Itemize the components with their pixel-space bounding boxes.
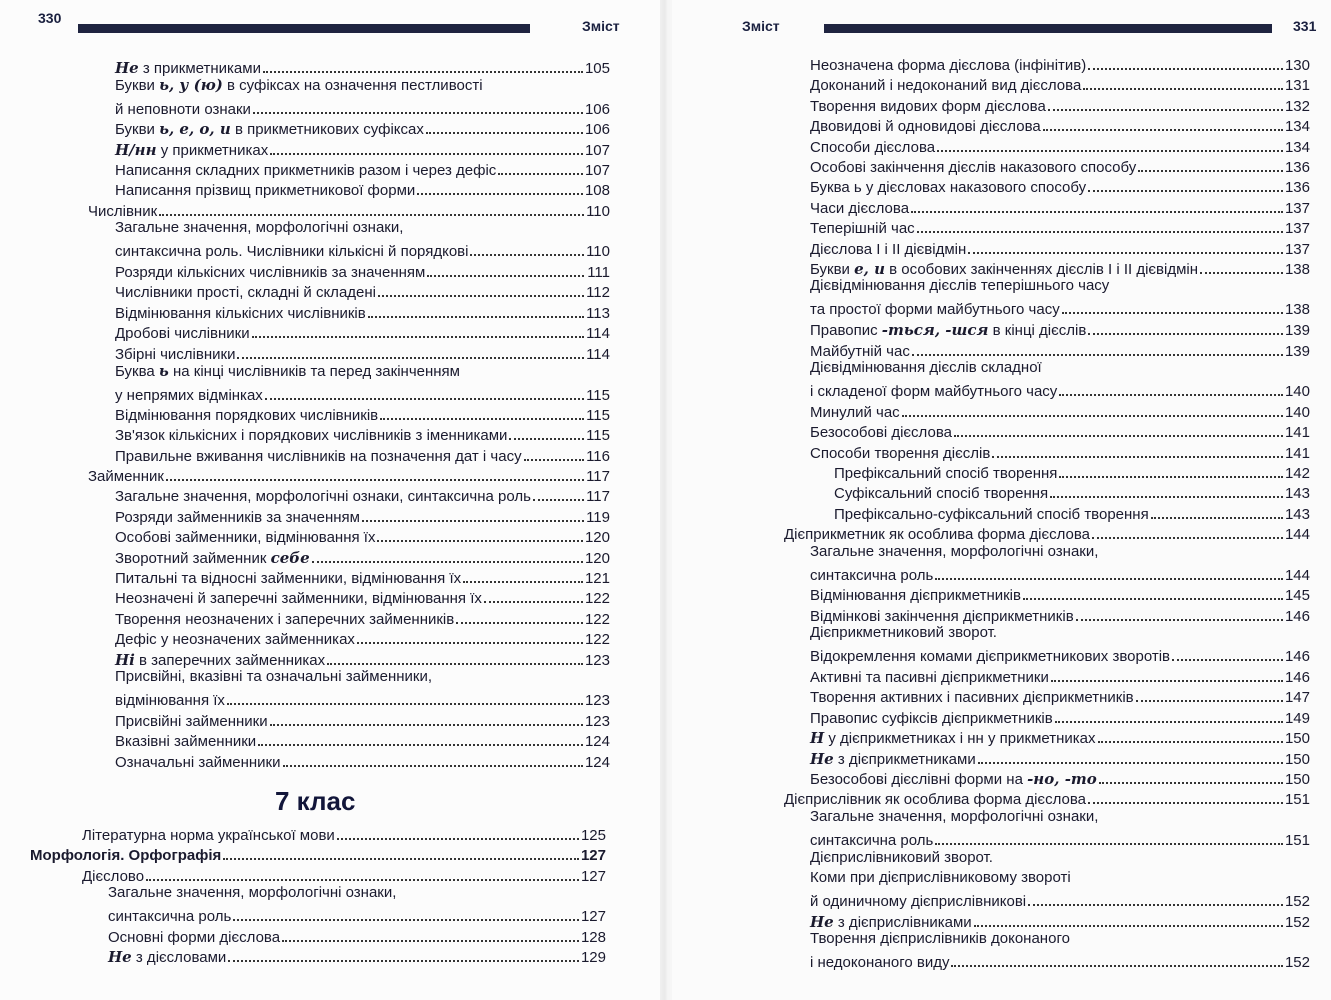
entry-text: в прикметникових суфіксах	[234, 121, 424, 139]
page-ref: 150	[1284, 730, 1310, 748]
dot-leader	[337, 822, 579, 840]
entry-text: Вказівні займенники	[115, 733, 257, 751]
entry-emphasis: Н	[810, 729, 825, 748]
page-ref: 111	[587, 264, 610, 281]
page-ref: 117	[586, 488, 610, 506]
entry-text: Літературна норма української мови	[82, 827, 335, 844]
page-ref: 143	[1284, 505, 1310, 523]
entry-text: Загальне значення, морфологічні ознаки,	[810, 542, 1099, 560]
dot-leader	[166, 463, 584, 481]
toc-entry	[810, 358, 1310, 402]
entry-text: в кінці дієслів	[992, 322, 1087, 340]
page-ref: 105	[584, 60, 610, 77]
dot-leader	[1028, 888, 1283, 906]
entry-emphasis: Ні	[115, 650, 135, 669]
entry-text: Присвійні, вказівні та означальні займенники,	[115, 668, 433, 685]
entry-text: Написання прізвищ прикметникової форми	[115, 182, 416, 200]
dot-leader	[978, 746, 1283, 764]
page-ref: 125	[580, 827, 606, 844]
entry-prefix: Букви	[115, 77, 160, 95]
dot-leader	[1043, 113, 1283, 131]
toc-entry	[115, 749, 610, 773]
entry-text: Написання складних прикметників разом і через дефіс	[115, 162, 497, 179]
entry-text: Неозначені й заперечні займенники, відмінювання їх	[115, 590, 482, 608]
entry-text: Префіксальний спосіб творення	[834, 465, 1058, 482]
entry-text: з дієсловами	[135, 949, 227, 967]
dot-leader	[377, 524, 583, 542]
page-ref: 131	[1284, 77, 1310, 95]
page-ref: 152	[1284, 913, 1310, 931]
dot-leader	[1138, 154, 1283, 172]
dot-leader	[1076, 603, 1283, 621]
dot-leader	[456, 606, 583, 624]
toc-entry	[810, 929, 1310, 973]
entry-text: у прикметниках	[160, 141, 269, 159]
entry-text: Майбутній час	[810, 342, 910, 360]
entry-emphasis: Не	[810, 749, 834, 768]
dot-leader	[498, 157, 583, 175]
dot-leader	[223, 842, 579, 860]
dot-leader	[426, 116, 583, 134]
toc-list	[672, 0, 1331, 1000]
entry-prefix: Зворотний займенник	[115, 549, 271, 567]
page-ref: 128	[580, 929, 606, 946]
page-ref: 142	[1284, 465, 1310, 482]
page-ref: 116	[586, 447, 610, 465]
entry-text: Загальне значення, морфологічні ознаки,	[115, 219, 404, 237]
entry-text: Минулий час	[810, 403, 900, 421]
page-ref: 136	[1284, 179, 1310, 197]
entry-text: і складеної форм майбутнього часу	[810, 383, 1058, 400]
dot-leader	[283, 749, 583, 767]
page-ref: 121	[584, 570, 610, 587]
entry-text: Відокремлення комами дієприкметникових зворотів	[810, 648, 1170, 666]
toc-entry	[108, 944, 606, 968]
entry-emphasis: ь, у (ю)	[159, 76, 223, 95]
entry-text: Збірні числівники	[115, 345, 236, 363]
dot-leader	[312, 545, 583, 563]
toc-entry	[810, 542, 1310, 586]
header-title: Зміст	[742, 18, 780, 34]
entry-text: Дієприкметниковий зворот.	[810, 624, 997, 642]
dot-leader	[1048, 93, 1283, 111]
entry-text: Дієслово	[82, 867, 145, 885]
page-ref: 127	[580, 908, 606, 926]
page-ref: 139	[1284, 322, 1310, 340]
page-ref: 120	[584, 549, 610, 567]
entry-text: Дієприслівниковий зворот.	[810, 848, 993, 866]
header-title: Зміст	[582, 18, 620, 34]
dot-leader	[270, 708, 583, 726]
dot-leader	[1099, 766, 1283, 784]
dot-leader	[509, 422, 584, 440]
page-ref: 108	[584, 182, 610, 200]
dot-leader	[1092, 521, 1283, 539]
entry-text: Дефіс у неозначених займенниках	[115, 631, 355, 649]
page-ref: 141	[1284, 424, 1310, 442]
dot-leader	[1136, 684, 1283, 702]
dot-leader	[368, 300, 584, 318]
dot-leader	[258, 728, 583, 746]
page-ref: 120	[584, 529, 610, 547]
entry-emphasis: е, и	[854, 260, 885, 278]
dot-leader	[911, 195, 1283, 213]
dot-leader	[159, 198, 584, 216]
page-ref: 113	[586, 304, 610, 322]
entry-prefix: Букви	[115, 121, 160, 139]
entry-text: Теперішній час	[810, 220, 915, 238]
page-ref: 110	[586, 202, 610, 220]
entry-text: з прикметниками	[142, 60, 261, 77]
left-page	[0, 0, 660, 1000]
dot-leader	[233, 903, 579, 921]
entry-text: Творення неозначених і заперечних займенників	[115, 610, 455, 628]
entry-text: Часи дієслова	[810, 199, 910, 217]
page-ref: 151	[1284, 791, 1310, 809]
dot-leader	[1051, 664, 1283, 682]
entry-text: Відмінювання кількісних числівників	[115, 304, 366, 322]
entry-text: Дробові числівники	[115, 325, 250, 343]
page-ref: 139	[1284, 342, 1310, 360]
dot-leader	[362, 504, 584, 522]
entry-text: Відмінювання дієприкметників	[810, 587, 1021, 605]
entry-text: Питальні та відносні займенники, відмінювання їх	[115, 570, 462, 587]
entry-text: Зв'язок кількісних і порядкових числівників з іменниками	[115, 427, 508, 445]
page-ref: 119	[586, 508, 610, 526]
entry-text: Основні форми дієслова	[108, 929, 281, 946]
dot-leader	[1088, 317, 1283, 335]
page-ref: 151	[1284, 831, 1310, 849]
entry-text: Безособові дієслова	[810, 424, 952, 442]
page-ref: 123	[584, 712, 610, 730]
entry-emphasis: -но, -то	[1027, 770, 1097, 788]
entry-text: й одиничному дієприслівникові	[810, 892, 1027, 910]
entry-text: Дієвідмінювання дієслів теперішнього часу	[810, 277, 1110, 295]
dot-leader	[380, 402, 584, 420]
entry-emphasis: Не	[115, 59, 139, 77]
entry-emphasis: Н/нн	[115, 140, 157, 159]
dot-leader	[263, 55, 583, 73]
dot-leader	[252, 320, 584, 338]
dot-leader	[1151, 501, 1283, 519]
entry-text: на кінці числівників та перед закінченням	[172, 363, 460, 380]
page-ref: 129	[580, 949, 606, 967]
entry-text: Дієприкметник як особлива форма дієслова	[784, 526, 1091, 544]
entry-text: Морфологія. Орфографія	[30, 847, 222, 865]
dot-leader	[974, 909, 1283, 927]
page-ref: 115	[586, 427, 610, 445]
page-ref: 152	[1284, 892, 1310, 910]
toc-entry	[115, 361, 610, 406]
page-ref: 149	[1284, 709, 1310, 727]
dot-leader	[902, 399, 1283, 417]
dot-leader	[1055, 705, 1283, 723]
entry-prefix: Букви	[810, 261, 855, 278]
entry-text: з дієприслівниками	[837, 913, 972, 931]
page-ref: 144	[1284, 566, 1310, 584]
entry-emphasis: -ться, -шся	[881, 321, 989, 340]
entry-text: в суфіксах на означення пестливості	[227, 77, 483, 95]
dot-leader	[912, 338, 1283, 356]
page-ref: 106	[584, 101, 610, 119]
entry-text: Особові закінчення дієслів наказового способу	[810, 159, 1137, 176]
dot-leader	[417, 177, 583, 195]
dot-leader	[265, 382, 584, 400]
page-ref: 136	[1284, 159, 1310, 176]
dot-leader	[1083, 72, 1283, 90]
page-ref: 152	[1284, 954, 1310, 972]
entry-text: Творення видових форм дієслова	[810, 97, 1046, 115]
dot-leader	[954, 419, 1283, 437]
page-ref: 130	[1284, 57, 1310, 74]
dot-leader	[228, 944, 579, 962]
dot-leader	[533, 483, 584, 501]
page-ref: 146	[1284, 669, 1310, 686]
page-ref: 150	[1284, 750, 1310, 768]
page-ref: 122	[584, 590, 610, 608]
entry-text: Дієвідмінювання дієслів складної	[810, 359, 1042, 376]
page-ref: 134	[1284, 138, 1310, 156]
page-ref: 110	[586, 243, 610, 261]
page-ref: 143	[1284, 485, 1310, 503]
dot-leader	[1059, 460, 1283, 478]
entry-text: синтаксична роль	[810, 831, 934, 849]
entry-text: Творення дієприслівників доконаного	[810, 930, 1070, 948]
entry-text: Розряди кількісних числівників за значенням	[115, 264, 426, 281]
dot-leader	[937, 134, 1283, 152]
entry-text: Правопис суфіксів дієприкметників	[810, 709, 1053, 727]
page-ref: 140	[1284, 403, 1310, 421]
page-number: 330	[38, 10, 62, 26]
dot-leader	[935, 562, 1283, 580]
entry-text: Активні та пасивні дієприкметники	[810, 669, 1049, 686]
toc-entry	[810, 276, 1310, 320]
page-ref: 137	[1284, 199, 1310, 217]
page-ref: 127	[580, 847, 606, 865]
entry-text: і недоконаного виду	[810, 954, 950, 972]
entry-text: Способи творення дієслів	[810, 444, 991, 462]
dot-leader	[146, 863, 579, 881]
entry-text: Відмінкові закінчення дієприкметників	[810, 607, 1074, 625]
entry-prefix: Правопис	[810, 322, 882, 340]
page-ref: 115	[586, 387, 610, 404]
entry-text: Дієслова I і II дієвідмін	[810, 240, 967, 258]
entry-text: й неповноти ознаки	[115, 101, 251, 119]
page-number: 331	[1293, 18, 1317, 34]
entry-text: в заперечних займенниках	[139, 651, 326, 669]
page-ref: 138	[1284, 301, 1310, 319]
page-ref: 122	[584, 631, 610, 649]
page-ref: 150	[1284, 771, 1310, 788]
dot-leader	[524, 443, 584, 461]
entry-text: Загальне значення, морфологічні ознаки, синтаксична роль	[115, 488, 531, 506]
entry-prefix: Буква	[115, 363, 159, 380]
entry-text: Загальне значення, морфологічні ознаки,	[810, 807, 1099, 825]
dot-leader	[237, 341, 584, 359]
entry-text: Способи дієслова	[810, 138, 936, 156]
page-ref: 144	[1284, 526, 1310, 544]
entry-text: відмінювання їх	[115, 692, 225, 709]
dot-leader	[270, 137, 583, 155]
page-ref: 106	[584, 121, 610, 139]
entry-text: з дієприкметниками	[837, 750, 976, 768]
toc-entry	[115, 667, 610, 711]
entry-text: Присвійні займенники	[115, 712, 268, 730]
entry-text: синтаксична роль	[108, 908, 232, 926]
dot-leader	[227, 687, 583, 705]
toc-entry	[810, 848, 1310, 912]
page-ref: 122	[584, 610, 610, 628]
right-page	[672, 0, 1331, 1000]
dot-leader	[1098, 725, 1283, 743]
page-ref: 107	[584, 162, 610, 179]
entry-text: Суфіксальний спосіб творення	[834, 485, 1049, 503]
entry-text: Префіксально-суфіксальний спосіб творення	[834, 505, 1149, 523]
entry-text: Буква ь у дієсловах наказового способу	[810, 179, 1087, 197]
toc-entry	[810, 807, 1310, 851]
entry-text: в особових закінченнях дієслів I і II дієвідмін	[889, 261, 1199, 278]
dot-leader	[327, 647, 583, 665]
toc-entry	[108, 883, 606, 927]
page-ref: 123	[584, 692, 610, 709]
page-ref: 123	[584, 651, 610, 669]
dot-leader	[463, 565, 583, 583]
entry-text: у непрямих відмінках	[115, 387, 263, 404]
entry-text: Означальні займенники	[115, 753, 281, 771]
entry-emphasis: Не	[108, 948, 132, 967]
entry-emphasis: ь, е, о, и	[159, 120, 231, 139]
page-ref: 146	[1284, 607, 1310, 625]
dot-leader	[282, 924, 579, 942]
entry-text: у дієприкметниках і нн у прикметниках	[828, 730, 1096, 748]
entry-text: синтаксична роль	[810, 566, 934, 584]
toc-entry	[115, 218, 610, 262]
dot-leader	[470, 238, 584, 256]
entry-text: Коми при дієприслівниковому звороті	[810, 868, 1071, 886]
entry-text: Двовидові й одновидові дієслова	[810, 118, 1041, 136]
page-ref: 145	[1284, 587, 1310, 605]
entry-text: Розряди займенників за значенням	[115, 508, 360, 526]
entry-text: Числівники прості, складні й складені	[115, 284, 376, 302]
dot-leader	[1023, 582, 1283, 600]
page-ref: 146	[1284, 648, 1310, 666]
toc-list	[0, 0, 660, 1000]
entry-text: Доконаний і недоконаний вид дієслова	[810, 77, 1082, 95]
page-ref: 124	[584, 753, 610, 771]
toc-entry	[810, 623, 1310, 667]
dot-leader	[1050, 480, 1283, 498]
dot-leader	[917, 215, 1283, 233]
entry-emphasis: ь	[158, 362, 169, 380]
toc-entry	[115, 75, 610, 120]
entry-text: синтаксична роль. Числівники кількісні й порядкові	[115, 243, 469, 261]
page-ref: 147	[1284, 689, 1310, 707]
dot-leader	[1088, 174, 1283, 192]
entry-text: Правильне вживання числівників на позначення дат і часу	[115, 447, 522, 465]
dot-leader	[357, 626, 583, 644]
dot-leader	[1062, 296, 1283, 314]
dot-leader	[935, 827, 1283, 845]
dot-leader	[1172, 643, 1283, 661]
dot-leader	[1059, 378, 1283, 396]
page-ref: 114	[586, 345, 610, 363]
page-ref: 134	[1284, 118, 1310, 136]
page-ref: 124	[584, 733, 610, 751]
page-ref: 114	[586, 325, 610, 343]
dot-leader	[1088, 52, 1283, 70]
dot-leader	[968, 236, 1283, 254]
page-ref: 137	[1284, 220, 1310, 238]
dot-leader	[427, 259, 584, 277]
entry-text: Числівник	[88, 202, 158, 220]
page-ref: 117	[586, 468, 610, 485]
entry-text: Займенник	[88, 468, 164, 485]
dot-leader	[1200, 256, 1283, 274]
dot-leader	[484, 585, 583, 603]
page-ref: 127	[580, 867, 606, 885]
entry-text: Відмінювання порядкових числівників	[115, 406, 379, 424]
entry-text: Загальне значення, морфологічні ознаки,	[108, 884, 397, 902]
page-ref: 107	[584, 141, 610, 159]
page-ref: 115	[586, 406, 610, 424]
entry-emphasis: Не	[810, 912, 834, 931]
page-ref: 112	[586, 284, 610, 302]
dot-leader	[1088, 786, 1283, 804]
dot-leader	[378, 279, 584, 297]
entry-prefix: Безособові дієслівні форми на	[810, 771, 1028, 788]
page-ref: 141	[1284, 444, 1310, 462]
entry-emphasis: себе	[270, 548, 310, 567]
dot-leader	[253, 96, 583, 114]
page-ref: 132	[1284, 97, 1310, 115]
page-ref: 140	[1284, 383, 1310, 400]
dot-leader	[992, 440, 1283, 458]
entry-text: Особові займенники, відмінювання їх	[115, 529, 376, 547]
entry-text: Дієприслівник як особлива форма дієслова	[784, 791, 1086, 809]
dot-leader	[951, 949, 1283, 967]
section-title: 7 клас	[275, 786, 356, 816]
page-ref: 138	[1284, 261, 1310, 278]
entry-text: Творення активних і пасивних дієприкметників	[810, 689, 1134, 707]
page-ref: 137	[1284, 240, 1310, 258]
entry-text: та простої форми майбутнього часу	[810, 301, 1060, 319]
entry-text: Неозначена форма дієслова (інфінітив)	[810, 57, 1087, 74]
